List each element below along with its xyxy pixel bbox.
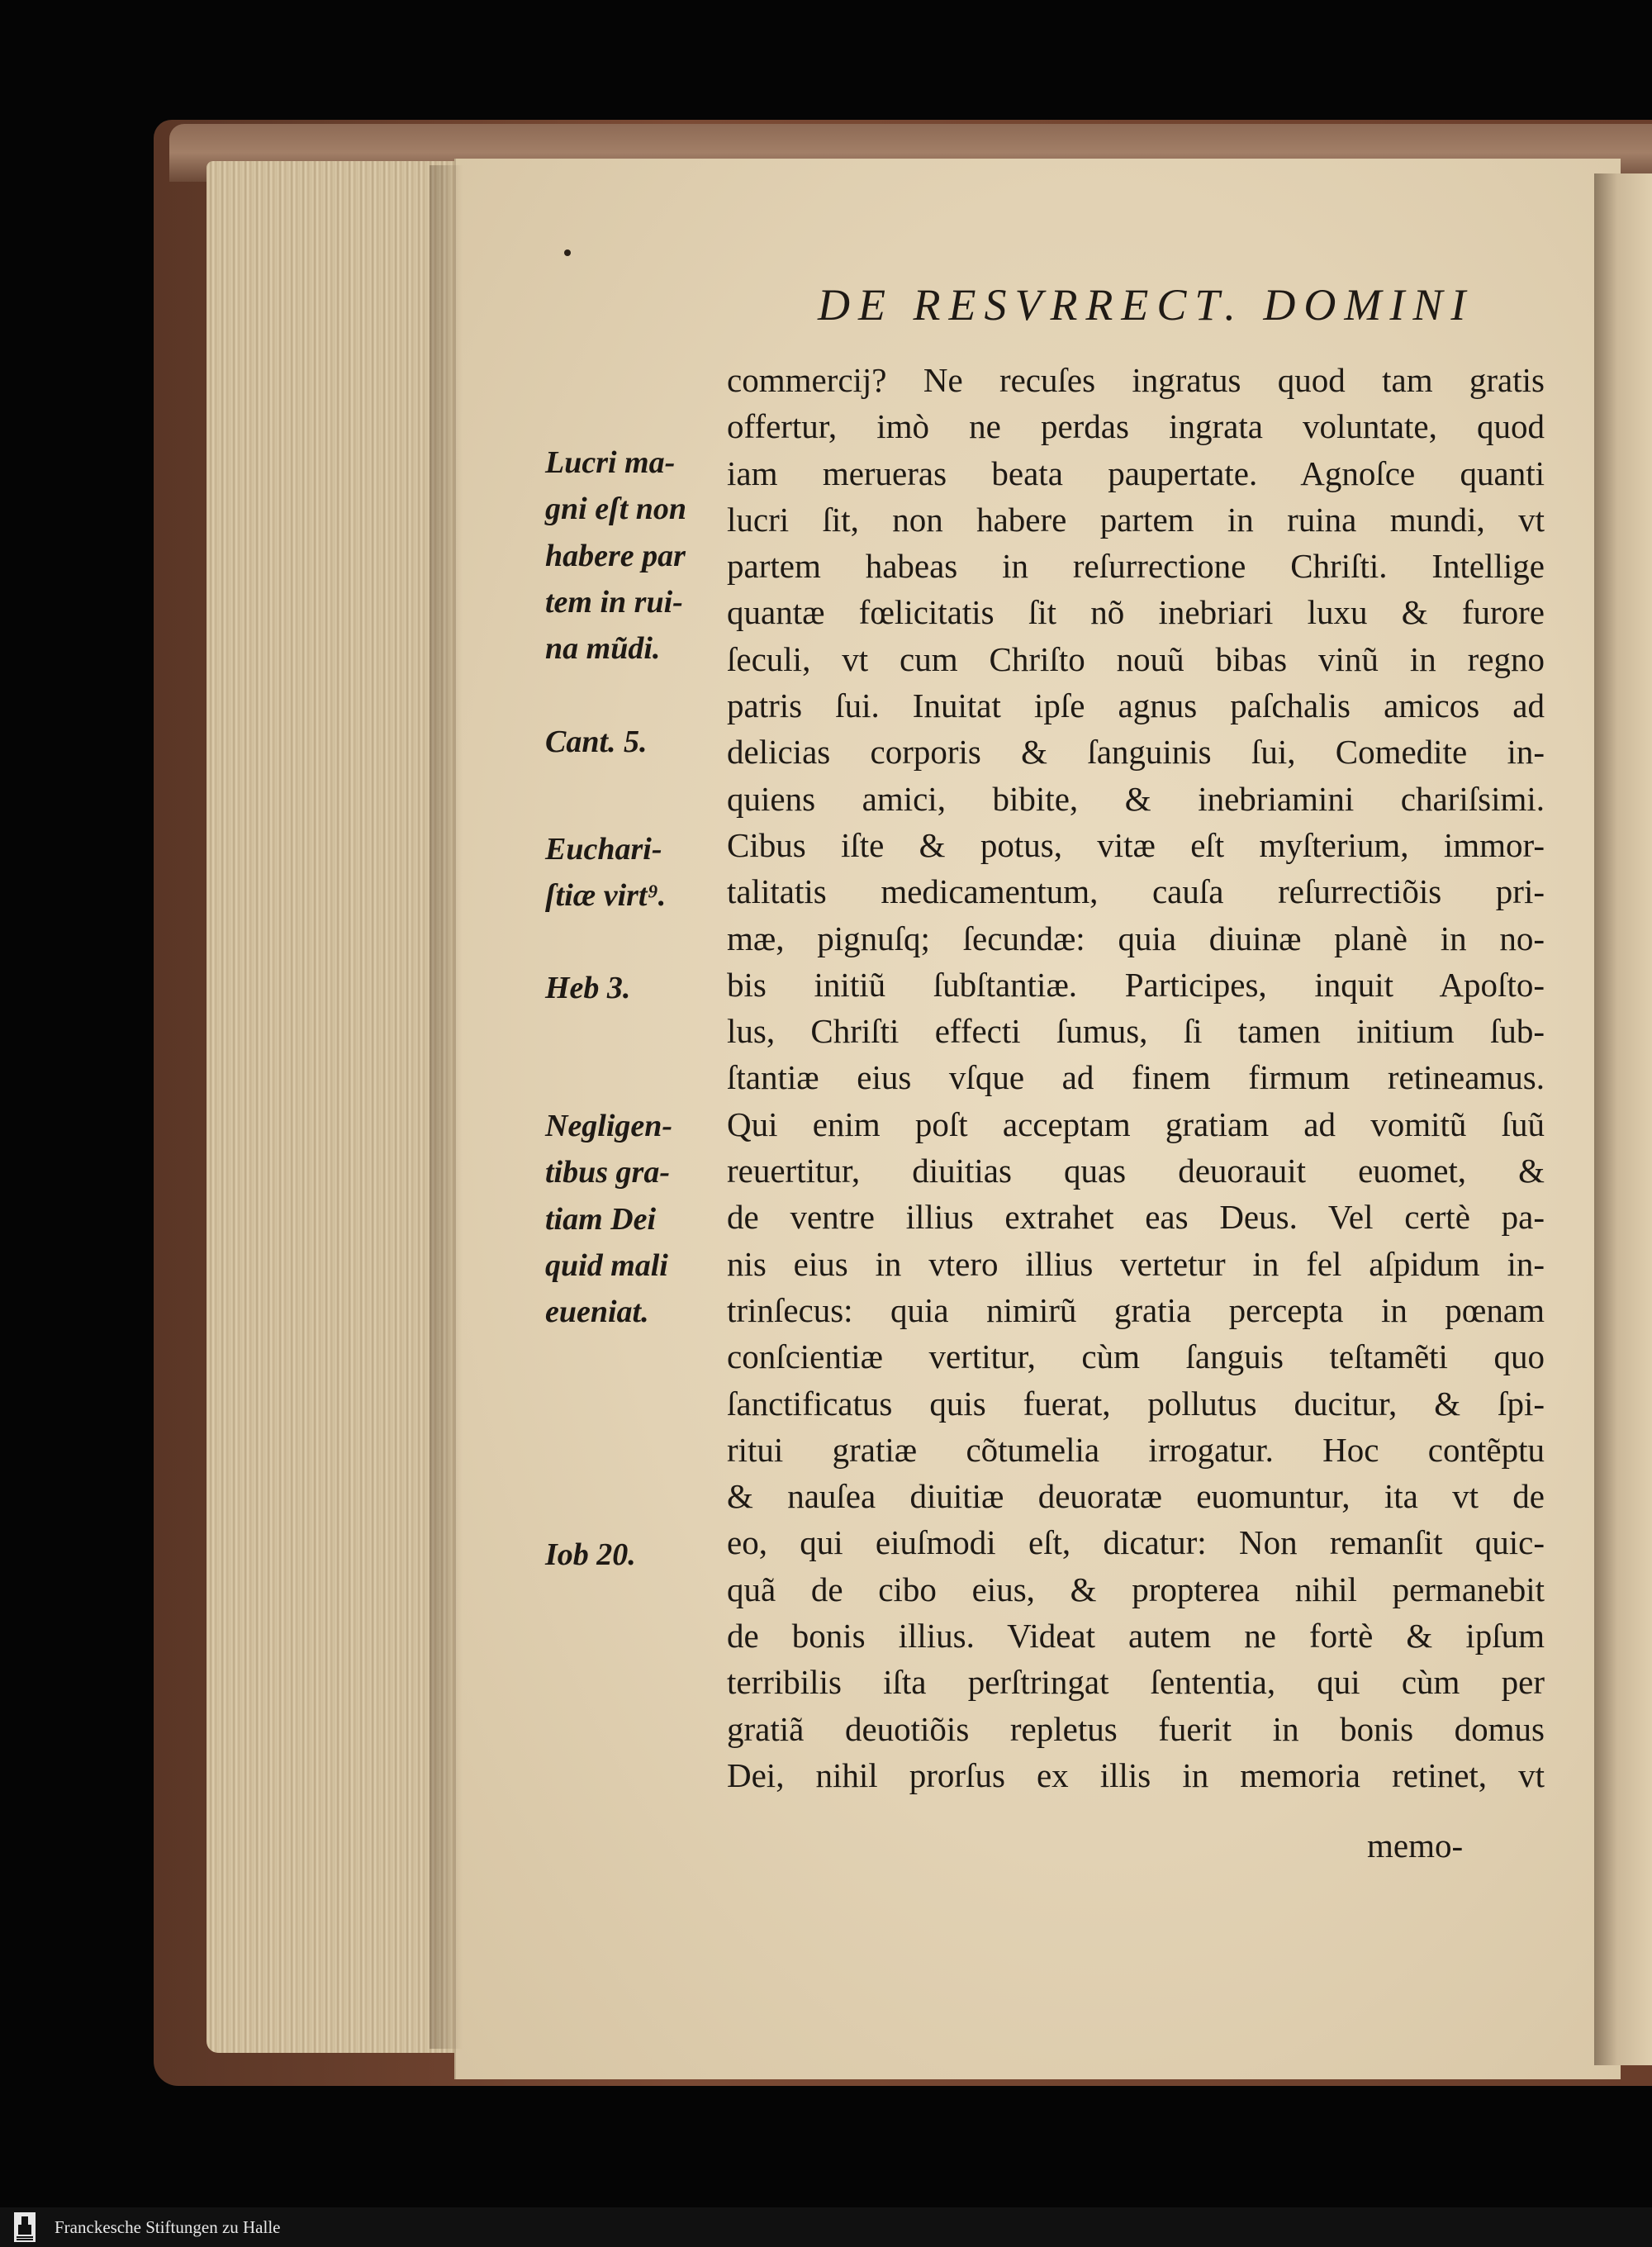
- marginal-note-line: Euchari-: [545, 832, 662, 867]
- marginal-note-line: Cant. 5.: [545, 724, 648, 759]
- body-text: [727, 357, 1545, 1798]
- text-line: & nauſea diuitiæ deuoratæ euomuntur, ita vt de: [727, 1477, 1545, 1516]
- catchword: memo-: [1367, 1827, 1464, 1865]
- marginal-note-line: Lucri ma-: [545, 445, 676, 480]
- text-line: gratiã deuotiõis repletus fuerit in bonis domus: [727, 1709, 1545, 1748]
- footer-institution-name: Franckesche Stiftungen zu Halle: [55, 2216, 281, 2237]
- marginal-note-eucharistiae: [545, 826, 719, 919]
- page-stack-edges: [206, 161, 454, 2053]
- text-line: talitatis medicamentum, cauſa reſurrectiõis pri-: [727, 872, 1545, 911]
- page-edge-shadow: [430, 165, 463, 2049]
- marginal-note-lucri: [545, 439, 719, 672]
- text-line: Cibus iſte & potus, vitæ eſt myſterium, immor-: [727, 825, 1545, 864]
- text-line: lucri ſit, non habere partem in ruina mundi, vt: [727, 500, 1545, 539]
- text-line: nis eius in vtero illius vertetur in fel aſpidum in-: [727, 1244, 1545, 1283]
- text-line: ſtantiæ eius vſque ad finem firmum retineamus.: [727, 1058, 1545, 1097]
- marginal-note-line: Negligen-: [545, 1109, 673, 1143]
- marginal-note-cant: [545, 719, 719, 765]
- text-line: quã de cibo eius, & propterea nihil permanebit: [727, 1570, 1545, 1608]
- text-line: quiens amici, bibite, & inebriamini chariſsimi.: [727, 779, 1545, 818]
- franckesche-stiftungen-logo-icon: [8, 2209, 41, 2245]
- page-ink-mark: [564, 249, 571, 256]
- marginal-note-line: gni eſt non: [545, 492, 687, 527]
- text-line: offertur, imò ne perdas ingrata voluntate, quod: [727, 407, 1545, 446]
- text-line: partem habeas in reſurrectione Chriſti. Intellige: [727, 547, 1545, 586]
- text-line: de bonis illius. Videat autem ne fortè & ipſum: [727, 1617, 1545, 1656]
- text-line: de ventre illius extrahet eas Deus. Vel certè pa-: [727, 1198, 1545, 1237]
- marginal-note-line: Iob 20.: [545, 1537, 636, 1572]
- text-line: commercij? Ne recuſes ingratus quod tam gratis: [727, 361, 1545, 399]
- running-head: DE RESVRRECT. DOMINI: [818, 280, 1474, 330]
- book-gutter: [1594, 173, 1652, 2065]
- marginal-note-line: ſtiæ virt⁹.: [545, 878, 667, 914]
- marginal-note-line: na mũdi.: [545, 631, 661, 667]
- text-line: quantæ fœlicitatis ſit nõ inebriari luxu & furore: [727, 593, 1545, 632]
- text-line: delicias corporis & ſanguinis ſui, Comedite in-: [727, 733, 1545, 772]
- marginal-note-line: habere par: [545, 538, 686, 573]
- text-line: iam merueras beata paupertate. Agnoſce quanti: [727, 454, 1545, 492]
- text-line: ritui gratiæ cõtumelia irrogatur. Hoc contẽptu: [727, 1430, 1545, 1469]
- text-line: eo, qui eiuſmodi eſt, dicatur: Non remanſit quic-: [727, 1523, 1545, 1562]
- text-line: bis initiũ ſubſtantiæ. Participes, inquit Apoſto-: [727, 965, 1545, 1004]
- text-line: patris ſui. Inuitat ipſe agnus paſchalis amicos ad: [727, 686, 1545, 725]
- text-line: conſcientiæ vertitur, cùm ſanguis teſtamẽti quo: [727, 1337, 1545, 1376]
- text-line: Dei, nihil prorſus ex illis in memoria retinet, vt: [727, 1755, 1545, 1794]
- text-line: trinſecus: quia nimirũ gratia percepta in pœnam: [727, 1290, 1545, 1329]
- text-line: reuertitur, diuitias quas deuorauit euomet, &: [727, 1152, 1545, 1190]
- marginal-note-line: tem in rui-: [545, 584, 683, 620]
- text-line: Qui enim poſt acceptam gratiam ad vomitũ ſuũ: [727, 1104, 1545, 1143]
- marginal-note-line: eueniat.: [545, 1295, 649, 1330]
- text-line: mæ, pignuſq; ſecundæ: quia diuinæ planè in no-: [727, 919, 1545, 957]
- marginal-note-line: quid mali: [545, 1247, 668, 1283]
- marginal-note-line: Heb 3.: [545, 971, 631, 1005]
- marginal-note-line: tibus gra-: [545, 1155, 670, 1190]
- text-line: lus, Chriſti effecti ſumus, ſi tamen initium ſub-: [727, 1012, 1545, 1051]
- marginal-note-iob: [545, 1532, 719, 1578]
- marginal-note-heb: [545, 965, 719, 1011]
- text-line: ſanctificatus quis fuerat, pollutus ducitur, & ſpi-: [727, 1384, 1545, 1423]
- text-line: ſeculi, vt cum Chriſto nouũ bibas vinũ in regno: [727, 639, 1545, 678]
- footer-bar: [0, 2207, 1652, 2247]
- text-line: terribilis iſta perſtringat ſententia, qui cùm per: [727, 1663, 1545, 1702]
- marginal-note-negligentibus: [545, 1103, 719, 1335]
- marginal-note-line: tiam Dei: [545, 1201, 657, 1237]
